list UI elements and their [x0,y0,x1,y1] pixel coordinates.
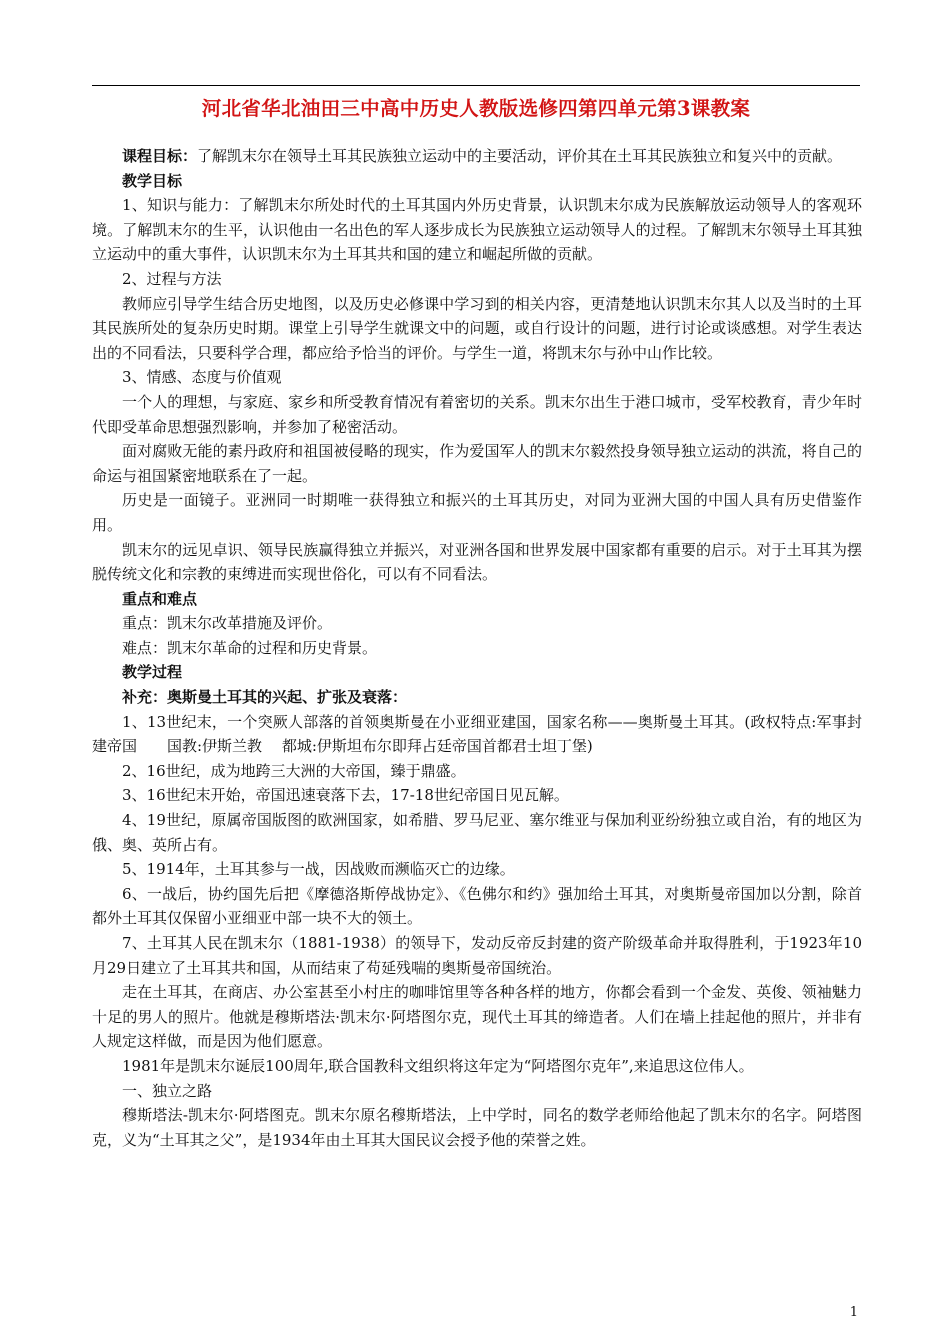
list-item: 6、一战后，协约国先后把《摩德洛斯停战协定》、《色佛尔和约》强加给土耳其，对奥斯曼帝国加以分割，除首都外土耳其仅保留小亚细亚中部一块不大的领土。 [92,884,862,928]
goal2-title: 2、过程与方法 [122,269,222,288]
name-paragraph: 穆斯塔法-凯末尔·阿塔图克。凯末尔原名穆斯塔法，上中学时，同名的数学老师给他起了凯末尔的名字。阿塔图克，义为“土耳其之父”，是1934年由土耳其大国民议会授予他的荣誉之姓。 [92,1106,862,1149]
process-heading: 教学过程 [122,663,183,682]
list-item: 1、13世纪末，一个突厥人部落的首领奥斯曼在小亚细亚建国，国家名称——奥斯曼土耳其。(政权特点:军事封建帝国 国教:伊斯兰教 都城:伊斯坦布尔即拜占廷帝国首都君士坦丁堡) [92,712,862,756]
goal3-paragraph-2: 面对腐败无能的素丹政府和祖国被侵略的现实，作为爱国军人的凯末尔毅然投身领导独立运动的洪流，将自己的命运与祖国紧密地联系在了一起。 [92,442,862,485]
goal1-paragraph [92,193,862,267]
goal3-title: 3、情感、态度与价值观 [122,368,282,387]
list-item: 4、19世纪，原属帝国版图的欧洲国家，如希腊、罗马尼亚、塞尔维亚与保加利亚纷纷独立或自治，有的地区为俄、奥、英所占有。 [92,811,862,854]
document-body [92,144,862,1152]
goal1-title: 1、知识与能力： [122,196,239,215]
list-item: 3、16世纪末开始，帝国迅速衰落下去，17-18世纪帝国日见瓦解。 [122,786,569,805]
teaching-goals-heading: 教学目标 [122,171,183,190]
page-number: 1 [849,1305,858,1320]
key-heading: 重点和难点 [122,589,198,608]
section-one-heading: 一、独立之路 [122,1081,213,1100]
document-title: 河北省华北油田三中高中历史人教版选修四第四单元第3课教案 [201,97,751,120]
anniversary-paragraph: 1981年是凯末尔诞辰100周年,联合国教科文组织将这年定为“阿塔图尔克年”,来追思这位伟人。 [122,1056,754,1075]
list-item: 7、土耳其人民在凯末尔（1881-1938）的领导下，发动反帝反封建的资产阶级革命并取得胜利，于1923年10月29日建立了土耳其共和国，从而结束了苟延残喘的奥斯曼帝国统治。 [92,934,862,977]
course-goal-label: 课程目标： [122,147,198,165]
header-rule [92,85,860,86]
course-goal-paragraph [92,144,862,169]
goal3-paragraph-4: 凯末尔的远见卓识、领导民族赢得独立并振兴，对亚洲各国和世界发展中国家都有重要的启示。对于土耳其为摆脱传统文化和宗教的束缚进而实现世俗化，可以有不同看法。 [92,540,862,584]
photo-paragraph: 走在土耳其，在商店、办公室甚至小村庄的咖啡馆里等各种各样的地方，你都会看到一个金发、英俊、领袖魅力十足的男人的照片。他就是穆斯塔法·凯末尔·阿塔图尔克，现代土耳其的缔造者。人们在墙上挂起他的照片，并非有人规定这样做，而是因为他们愿意。 [92,983,862,1051]
list-item: 2、16世纪，成为地跨三大洲的大帝国，臻于鼎盛。 [122,761,466,780]
goal1-text: 了解凯末尔所处时代的土耳其国内外历史背景，认识凯末尔成为民族解放运动领导人的客观环境。了解凯末尔的生平，认识他由一名出色的军人逐步成长为民族独立运动领导人的过程。了解凯末尔领导土耳其独立运动中的重大事件，认识凯末尔为土耳其共和国的建立和崛起所做的贡献。 [92,196,862,264]
course-goal-text: 了解凯末尔在领导土耳其民族独立运动中的主要活动，评价其在土耳其民族独立和复兴中的贡献。 [197,147,843,165]
goal3-paragraph-3: 历史是一面镜子。亚洲同一时期唯一获得独立和振兴的土耳其历史，对同为亚洲大国的中国人具有历史借鉴作用。 [92,491,862,534]
goal2-text: 教师应引导学生结合历史地图，以及历史必修课中学习到的相关内容，更清楚地认识凯末尔其人以及当时的土耳其民族所处的复杂历史时期。课堂上引导学生就课文中的问题，或自行设计的问题，进行讨论或谈感想。对学生表达出的不同看法，只要科学合理，都应给予恰当的评价。与学生一道，将凯末尔与孙中山作比较。 [92,294,862,362]
key-point: 重点：凯末尔改革措施及评价。 [122,614,333,633]
supplement-heading: 补充：奥斯曼土耳其的兴起、扩张及衰落： [122,688,408,707]
list-item: 5、1914年，土耳其参与一战，因战败而濒临灭亡的边缘。 [122,860,515,879]
difficult-point: 难点：凯末尔革命的过程和历史背景。 [122,638,378,657]
goal3-paragraph-1: 一个人的理想，与家庭、家乡和所受教育情况有着密切的关系。凯末尔出生于港口城市，受军校教育，青少年时代即受革命思想强烈影响，并参加了秘密活动。 [92,392,862,436]
